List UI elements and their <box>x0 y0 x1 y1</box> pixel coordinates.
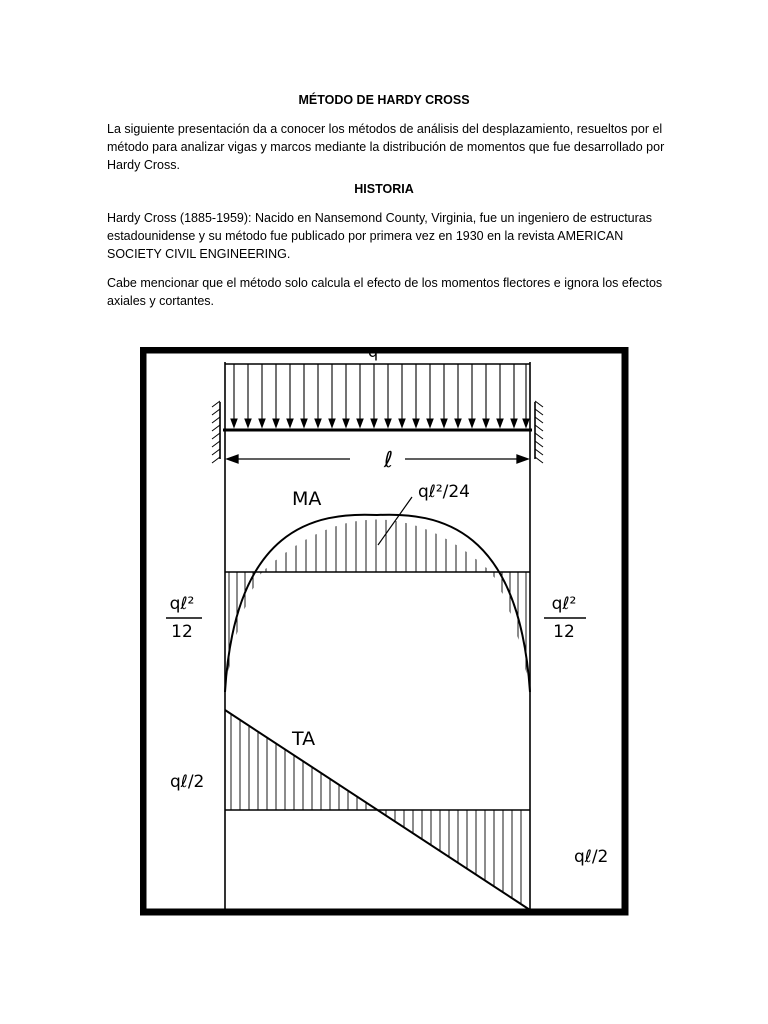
distributed-load-arrows <box>231 364 529 427</box>
right-fixed-support <box>535 401 543 463</box>
shear-right-label: qℓ/2 <box>574 847 609 867</box>
note-paragraph: Cabe mencionar que el método solo calcula el efecto de los momentos flectores e ignora los efectos axiales y cortantes. <box>107 276 663 308</box>
left-end-moment-numerator: qℓ² <box>169 594 195 614</box>
hardy-cross-beam-figure <box>140 347 630 917</box>
shear-left-label: qℓ/2 <box>170 772 205 792</box>
span-dimension <box>227 455 528 463</box>
moment-curve <box>225 515 530 692</box>
history-paragraph: Hardy Cross (1885-1959): Nacido en Nansemond County, Virginia, fue un ingeniero de estructuras estadounidense y su método fue publicado por primera vez en 1930 en la revista AMERICAN SOCIETY CIVIL ENGINEERING. <box>107 211 652 261</box>
right-end-moment-numerator: qℓ² <box>551 594 577 614</box>
span-label: ℓ <box>384 448 394 473</box>
load-label: q <box>368 347 379 361</box>
left-end-moment-denominator: 12 <box>171 622 193 642</box>
intro-paragraph: La siguiente presentación da a conocer los métodos de análisis del desplazamiento, resueltos por el método para analizar vigas y marcos mediante la distribución de momentos que fue desarrollado por Hardy Cross. <box>107 122 665 172</box>
midspan-moment-label: qℓ²/24 <box>418 482 470 502</box>
right-end-moment-denominator: 12 <box>553 622 575 642</box>
shear-label: TA <box>292 728 316 750</box>
midspan-leader <box>378 497 412 545</box>
moment-label: MA <box>292 488 322 510</box>
document-title: MÉTODO DE HARDY CROSS <box>298 93 470 107</box>
shear-hatching-left <box>231 710 366 810</box>
section-heading-historia: HISTORIA <box>354 182 414 196</box>
left-fixed-support <box>212 401 220 463</box>
